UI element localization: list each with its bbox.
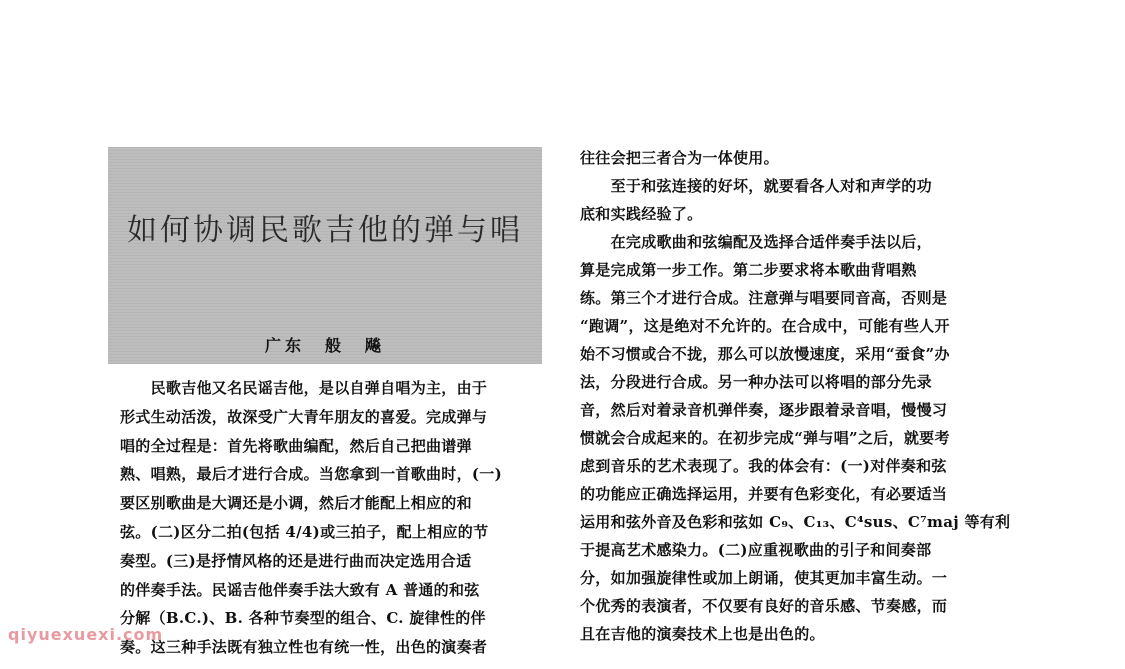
text-line: 要区别歌曲是大调还是小调，然后才能配上相应的和 (120, 494, 472, 513)
text-line: 奏型。(三)是抒情风格的还是进行曲而决定选用合适 (120, 551, 472, 570)
text-line: 唱的全过程是：首先将歌曲编配，然后自己把曲谱弹 (120, 436, 472, 455)
text-line: 于提高艺术感染力。(二)应重视歌曲的引子和间奏部 (580, 541, 932, 559)
text-line: 算是完成第一步工作。第二步要求将本歌曲背唱熟 (580, 261, 917, 279)
site-watermark: qiyuexuexi.com (8, 625, 164, 644)
text-line: 弦。(二)区分二拍(包括 4/4)或三拍子，配上相应的节 (120, 522, 489, 541)
left-text-column (120, 374, 546, 662)
article-title: 如何协调民歌吉他的弹与唱 (127, 213, 523, 248)
text-line: 民歌吉他又名民谣吉他，是以自弹自唱为主，由于 (120, 379, 488, 397)
text-line: 惯就会合成起来的。在初步完成“弹与唱”之后，就要考 (580, 429, 950, 447)
text-line: 虑到音乐的艺术表现了。我的体会有：(一)对伴奏和弦 (580, 457, 947, 475)
text-line: 且在吉他的演奏技术上也是出色的。 (580, 625, 825, 643)
title-banner (108, 147, 542, 364)
right-text-column (580, 144, 1020, 648)
text-line: 在完成歌曲和弦编配及选择合适伴奏手法以后， (580, 233, 932, 251)
text-line: 形式生动活泼，故深受广大青年朋友的喜爱。完成弹与 (120, 407, 488, 426)
text-line: 运用和弦外音及色彩和弦如 C₉、C₁₃、C⁴sus、C⁷maj 等有利 (580, 513, 1011, 531)
text-line: 个优秀的表演者，不仅要有良好的音乐感、节奏感，而 (580, 597, 948, 615)
text-line: 底和实践经验了。 (580, 205, 703, 223)
text-line: 练。第三个才进行合成。注意弹与唱要同音高，否则是 (580, 289, 948, 307)
text-line: 的功能应正确选择运用，并要有色彩变化，有必要适当 (580, 485, 948, 503)
text-line: “跑调”，这是绝对不允许的。在合成中，可能有些人开 (580, 317, 950, 335)
text-line: 的伴奏手法。民谣吉他伴奏手法大致有 A 普通的和弦 (120, 580, 480, 599)
text-line: 法，分段进行合成。另一种办法可以将唱的部分先录 (580, 373, 932, 391)
text-line: 至于和弦连接的好坏，就要看各人对和声学的功 (580, 177, 932, 195)
text-line: 分，如加强旋律性或加上朗诵，使其更加丰富生动。一 (580, 569, 948, 587)
text-line: 音，然后对着录音机弹伴奏，逐步跟着录音唱，慢慢习 (580, 401, 948, 419)
text-line: 奏。这三种手法既有独立性也有统一性，出色的演奏者 (120, 638, 488, 657)
text-line: 分解（B.C.)、B. 各种节奏型的组合、C. 旋律性的伴 (120, 609, 486, 628)
article-author: 广东 般 飚 (264, 336, 385, 355)
text-line: 始不习惯或合不拢，那么可以放慢速度，采用“蚕食”办 (580, 345, 950, 363)
text-line: 往往会把三者合为一体使用。 (580, 149, 779, 167)
text-line: 熟、唱熟，最后才进行合成。当您拿到一首歌曲时，(一) (120, 465, 502, 484)
